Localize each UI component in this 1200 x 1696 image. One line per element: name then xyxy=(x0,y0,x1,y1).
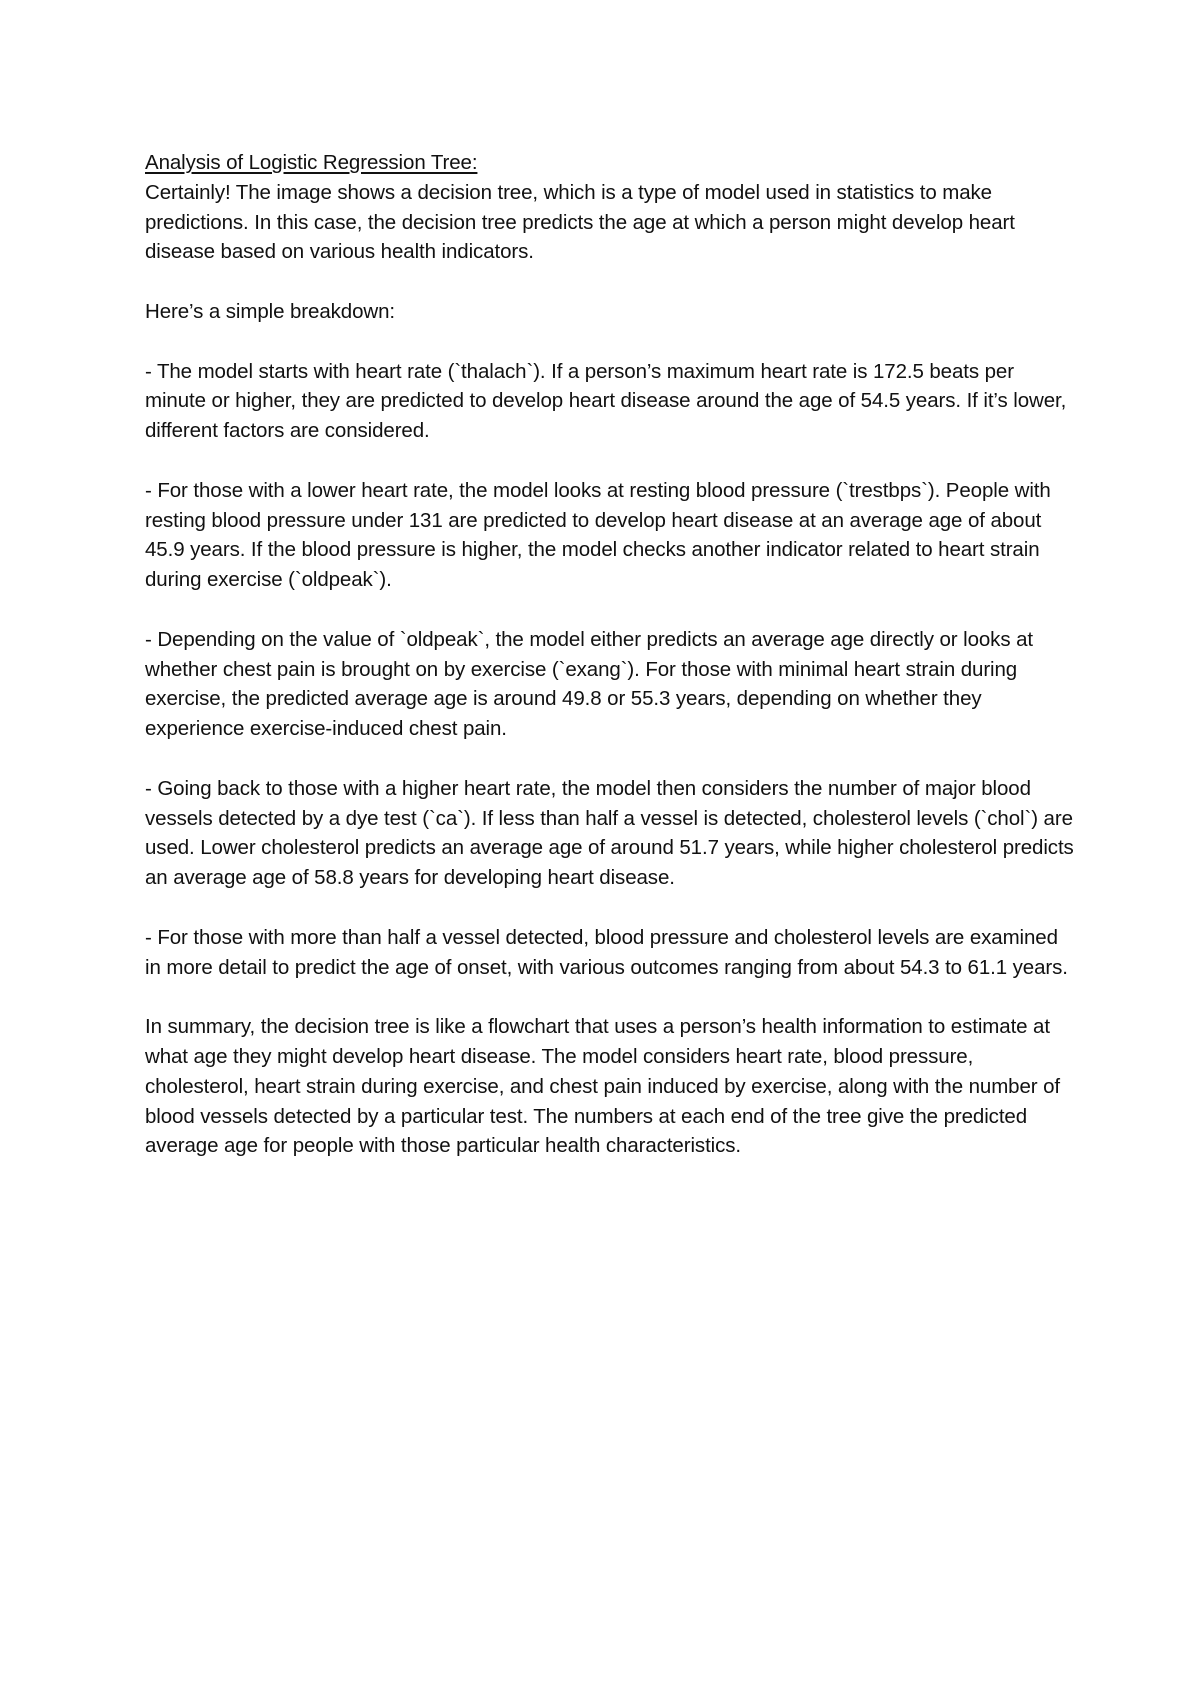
breakdown-point-trestbps: - For those with a lower heart rate, the model looks at resting blood pressure (`trestbps`). People with resting blood pressure under 131 are predicted to develop heart disease at an average age of about 45.9 years. If the blood pressure is higher, the model checks another indicator related to heart strain during exercise (`oldpeak`). xyxy=(145,478,1051,592)
breakdown-point-thalach: - The model starts with heart rate (`thalach`). If a person’s maximum heart rate is 172.5 beats per minute or higher, they are predicted to develop heart disease around the age of 54.5 years. If it’s lower, different factors are considered. xyxy=(145,359,1067,443)
document-heading: Analysis of Logistic Regression Tree: xyxy=(145,151,478,174)
breakdown-point-oldpeak: - Depending on the value of `oldpeak`, the model either predicts an average age directly or looks at whether chest pain is brought on by exercise (`exang`). For those with minimal heart strain during exercise, the predicted average age is around 49.8 or 55.3 years, depending on whether they experience exercise-induced chest pain. xyxy=(145,627,1033,741)
breakdown-point-ca: - Going back to those with a higher heart rate, the model then considers the number of major blood vessels detected by a dye test (`ca`). If less than half a vessel is detected, cholesterol levels (`chol`) are used. Lower cholesterol predicts an average age of around 51.7 years, while higher cholesterol predicts an average age of 58.8 years for developing heart disease. xyxy=(145,776,1074,890)
breakdown-label: Here’s a simple breakdown: xyxy=(145,299,395,323)
document-body xyxy=(145,148,1075,1161)
breakdown-point-vessels: - For those with more than half a vessel detected, blood pressure and cholesterol levels are examined in more detail to predict the age of onset, with various outcomes ranging from about 54.3 to 61.1 years. xyxy=(145,925,1068,979)
intro-paragraph: Certainly! The image shows a decision tree, which is a type of model used in statistics to make predictions. In this case, the decision tree predicts the age at which a person might develop heart disease based on various health indicators. xyxy=(145,180,1015,264)
summary-paragraph: In summary, the decision tree is like a flowchart that uses a person’s health information to estimate at what age they might develop heart disease. The model considers heart rate, blood pressure, cholesterol, heart strain during exercise, and chest pain induced by exercise, along with the number of blood vessels detected by a particular test. The numbers at each end of the tree give the predicted average age for people with those particular health characteristics. xyxy=(145,1015,1061,1158)
